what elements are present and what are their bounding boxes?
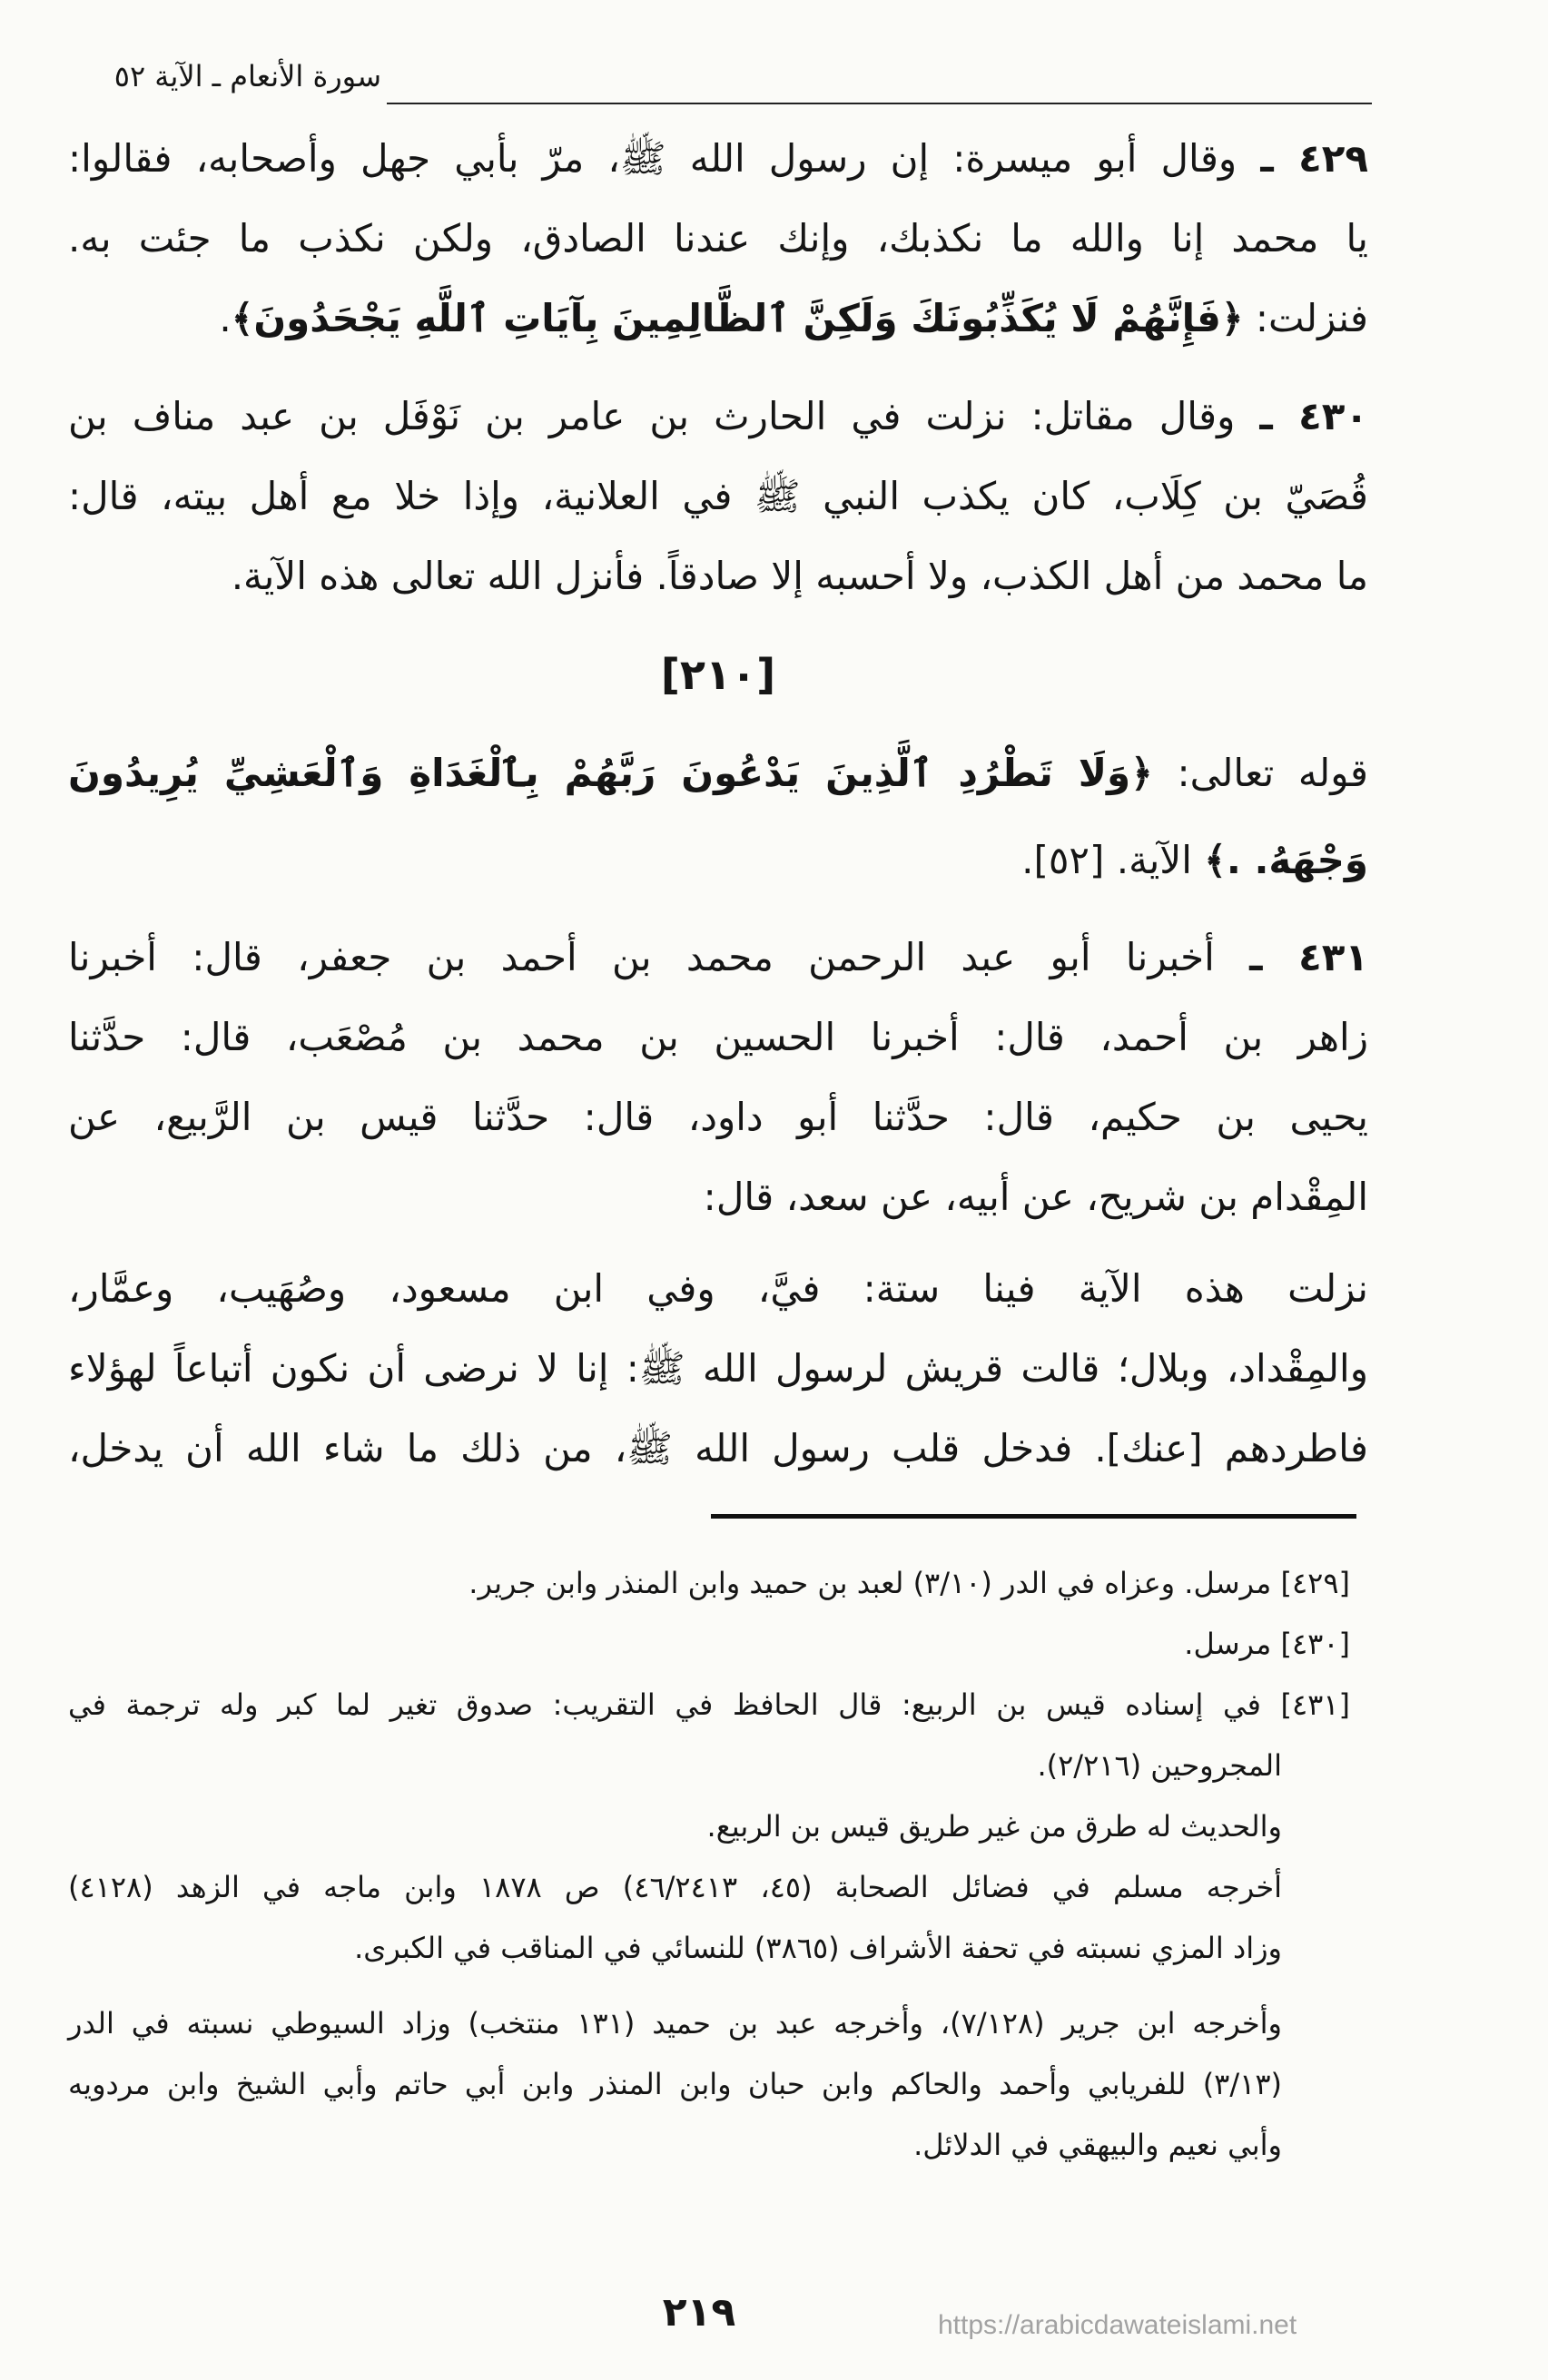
page-number: ٢١٩ xyxy=(662,2289,736,2336)
text-run: زاهر بن أحمد، قال: أخبرنا الحسين بن محمد بن مُصْعَب، قال: حدَّثنا xyxy=(68,1015,1368,1059)
footnote-line xyxy=(68,1675,1350,1736)
text-run: قُصَيّ بن كِلَاب، كان يكذب النبي ﷺ في العلانية، وإذا خلا مع أهل بيته، قال: xyxy=(68,474,1368,518)
text-line xyxy=(68,119,1368,199)
text-line xyxy=(68,730,1368,817)
hadith-number: ٤٣١ ـ xyxy=(1249,935,1368,979)
running-header-title: سورة الأنعام ـ الآية ٥٢ xyxy=(113,59,381,93)
footnote-430 xyxy=(68,1614,1350,1675)
text-line xyxy=(68,536,1368,616)
footnote-label: [٤٣٠] xyxy=(1280,1627,1350,1661)
text-line xyxy=(68,199,1368,279)
footnote-label: [٤٣١] xyxy=(1280,1687,1350,1722)
text-run: قوله تعالى: xyxy=(1152,751,1368,795)
text-run: ما محمد من أهل الكذب، ولا أحسبه إلا صادقاً. فأنزل الله تعالى هذه الآية. xyxy=(231,554,1368,598)
text-run: وأبي نعيم والبيهقي في الدلائل. xyxy=(913,2128,1282,2162)
footnote-line xyxy=(68,1614,1350,1675)
watermark-url: https://arabicdawateislami.net xyxy=(938,2310,1297,2340)
text-run: مرسل. وعزاه في الدر (٣/١٠) لعبد بن حميد وابن المنذر وابن جرير. xyxy=(468,1566,1281,1600)
footnote-line xyxy=(68,1796,1350,1857)
text-line xyxy=(68,1077,1368,1157)
text-run: والحديث له طرق من غير طريق قيس بن الربيع. xyxy=(706,1809,1282,1844)
text-line xyxy=(68,1249,1368,1329)
quran-text: ﴿وَلَا تَطْرُدِ ٱلَّذِينَ يَدْعُونَ رَبَّهُمْ بِٱلْغَدَاةِ وَٱلْعَشِيِّ يُرِيدُونَ xyxy=(68,751,1153,795)
footnote-label: [٤٢٩] xyxy=(1280,1566,1350,1600)
text-run: في إسناده قيس بن الربيع: قال الحافظ في التقريب: صدوق تغير لما كبر وله ترجمة في xyxy=(68,1687,1281,1722)
hadith-429 xyxy=(68,119,1368,359)
text-line xyxy=(68,918,1368,998)
hadith-431-isnad xyxy=(68,918,1368,1237)
text-run: وقال مقاتل: نزلت في الحارث بن عامر بن نَوْفَل بن عبد مناف بن xyxy=(68,394,1260,438)
text-run: المِقْدام بن شريح، عن أبيه، عن سعد، قال: xyxy=(703,1175,1368,1219)
hadith-430 xyxy=(68,377,1368,616)
footnote-431-takhrij-muslim xyxy=(68,1857,1350,1979)
text-run: نزلت هذه الآية فينا ستة: فيَّ، وفي ابن مسعود، وصُهَيب، وعمَّار، xyxy=(68,1266,1368,1311)
text-run: وأخرجه ابن جرير (٧/١٢٨)، وأخرجه عبد بن حميد (١٣١ منتخب) وزاد السيوطي نسبته في الدر xyxy=(68,2006,1283,2041)
text-run: . xyxy=(219,296,232,340)
text-run: الآية. [٥٢]. xyxy=(1021,838,1205,882)
footnote-line xyxy=(68,1918,1350,1979)
text-line xyxy=(68,1157,1368,1237)
text-line xyxy=(68,1409,1368,1489)
text-line xyxy=(68,1329,1368,1409)
footnotes xyxy=(68,1553,1350,2176)
text-line xyxy=(68,817,1368,904)
footnote-431-takhrij-others xyxy=(68,1993,1350,2176)
footnote-separator xyxy=(711,1514,1356,1519)
footnote-line xyxy=(68,1857,1350,1918)
footnote-line xyxy=(68,2054,1350,2115)
text-run: (٣/١٣) للفريابي وأحمد والحاكم وابن حبان وابن المنذر وابن أبي حاتم وأبي الشيخ وابن مردويه xyxy=(68,2067,1282,2101)
text-run: فاطردهم [عنك]. فدخل قلب رسول الله ﷺ، من ذلك ما شاء الله أن يدخل، xyxy=(68,1426,1368,1470)
footnote-line xyxy=(68,1993,1350,2054)
quran-text: وَجْهَهُ. .﴾ xyxy=(1204,838,1368,882)
text-line xyxy=(68,377,1368,457)
footnote-429 xyxy=(68,1553,1350,1614)
text-line xyxy=(68,998,1368,1077)
text-run: أخرجه مسلم في فضائل الصحابة (٤٥، ٤٦/٢٤١٣) ص ١٨٧٨ وابن ماجه في الزهد (٤١٢٨) xyxy=(68,1870,1283,1904)
section-number: [٢١٠] xyxy=(660,650,776,699)
header-rule xyxy=(387,103,1372,104)
footnote-line xyxy=(68,1736,1350,1796)
verse-intro xyxy=(68,730,1368,904)
text-run: مرسل. xyxy=(1184,1627,1281,1661)
text-run: وقال أبو ميسرة: إن رسول الله ﷺ، مرّ بأبي جهل وأصحابه، فقالوا: xyxy=(68,136,1261,181)
footnote-line xyxy=(68,2115,1350,2176)
hadith-number: ٤٣٠ ـ xyxy=(1259,394,1369,438)
text-run: المجروحين (٢/٢١٦). xyxy=(1037,1748,1282,1783)
text-run: يحيى بن حكيم، قال: حدَّثنا أبو داود، قال: حدَّثنا قيس بن الرَّبيع، عن xyxy=(68,1095,1368,1139)
text-run: فنزلت: xyxy=(1243,296,1368,340)
text-run: يا محمد إنا والله ما نكذبك، وإنك عندنا الصادق، ولكن نكذب ما جئت به. xyxy=(68,216,1368,261)
text-run: وزاد المزي نسبته في تحفة الأشراف (٣٨٦٥) للنسائي في المناقب في الكبرى. xyxy=(354,1931,1282,1965)
hadith-431-text xyxy=(68,1249,1368,1489)
footnote-431-isnad xyxy=(68,1675,1350,1796)
text-run: أخبرنا أبو عبد الرحمن محمد بن أحمد بن جعفر، قال: أخبرنا xyxy=(68,935,1250,979)
footnote-431-turuq xyxy=(68,1796,1350,1857)
text-run: والمِقْداد، وبلال؛ قالت قريش لرسول الله ﷺ: إنا لا نرضى أن نكون أتباعاً لهؤلاء xyxy=(68,1346,1368,1391)
hadith-number: ٤٢٩ ـ xyxy=(1260,136,1369,181)
text-line xyxy=(68,279,1368,359)
quran-text: ﴿فَإِنَّهُمْ لَا يُكَذِّبُونَكَ وَلَكِنَّ ٱلظَّالِمِينَ بِآيَاتِ ٱللَّهِ يَجْحَدُونَ﴾ xyxy=(231,296,1244,340)
text-line xyxy=(68,457,1368,536)
footnote-line xyxy=(68,1553,1350,1614)
